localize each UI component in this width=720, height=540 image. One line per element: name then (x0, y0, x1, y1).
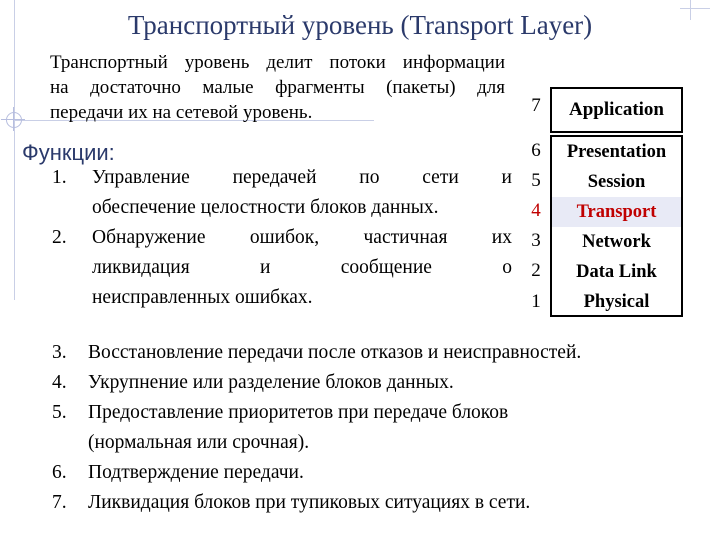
list-item-number: 5. (52, 402, 67, 423)
list-item-line: Восстановление передачи после отказов и неисправностей. (88, 342, 582, 363)
list-item-line: Управление передачей по сети и (92, 167, 512, 188)
list-item (52, 223, 512, 313)
functions-list-bottom (52, 338, 712, 518)
list-item-number: 7. (52, 492, 67, 513)
list-item-number: 1. (52, 167, 67, 188)
osi-number: 1 (531, 291, 541, 312)
intro-line: на достаточно малые фрагменты (пакеты) для (50, 77, 505, 98)
decorative-circle (6, 112, 22, 128)
osi-number: 3 (531, 230, 541, 251)
functions-list-top (52, 163, 512, 313)
list-item-line: Ликвидация блоков при тупиковых ситуациях в сети. (88, 492, 531, 513)
osi-layer-stack (550, 135, 683, 317)
intro-paragraph (50, 50, 505, 125)
osi-number: 5 (531, 170, 541, 191)
list-item-line: Обнаружение ошибок, частичная их (92, 227, 512, 248)
slide-title: Транспортный уровень (Transport Layer) (127, 10, 593, 40)
functions-heading: Функции: (22, 140, 115, 165)
decorative-corner-line (680, 8, 710, 9)
osi-layer-network: Network (582, 231, 651, 252)
decorative-vertical-line (14, 0, 15, 300)
decorative-crosshair (1, 119, 25, 120)
osi-layer-physical: Physical (583, 291, 650, 312)
osi-layer-transport: Transport (552, 197, 681, 227)
list-item-line: Укрупнение или разделение блоков данных. (88, 372, 454, 393)
list-item-line: (нормальная или срочная). (88, 432, 310, 453)
list-item (52, 458, 712, 488)
list-item-line: обеспечение целостности блоков данных. (92, 197, 439, 218)
list-item (52, 338, 712, 368)
osi-layer-presentation: Presentation (566, 141, 667, 162)
list-item-line: неисправленных ошибках. (92, 287, 313, 308)
list-item (52, 163, 512, 223)
list-item-line: Подтверждение передачи. (88, 462, 304, 483)
list-item (52, 398, 712, 458)
intro-line: передачи их на сетевой уровень. (50, 102, 313, 123)
list-item (52, 488, 712, 518)
osi-number: 6 (531, 140, 541, 161)
osi-number: 7 (531, 95, 541, 116)
list-item (52, 368, 712, 398)
osi-number-highlighted: 4 (531, 200, 541, 221)
osi-number: 2 (531, 260, 541, 281)
list-item-number: 3. (52, 342, 67, 363)
list-item-number: 4. (52, 372, 67, 393)
list-item-line: ликвидация и сообщение о (92, 257, 512, 278)
list-item-number: 2. (52, 227, 67, 248)
list-item-line: Предоставление приоритетов при передаче блоков (88, 402, 509, 423)
osi-layer-data-link: Data Link (576, 261, 657, 282)
osi-layer-session: Session (587, 171, 646, 192)
intro-line: Транспортный уровень делит потоки информации (50, 52, 505, 73)
list-item-number: 6. (52, 462, 67, 483)
osi-application-box: Application (550, 87, 683, 133)
